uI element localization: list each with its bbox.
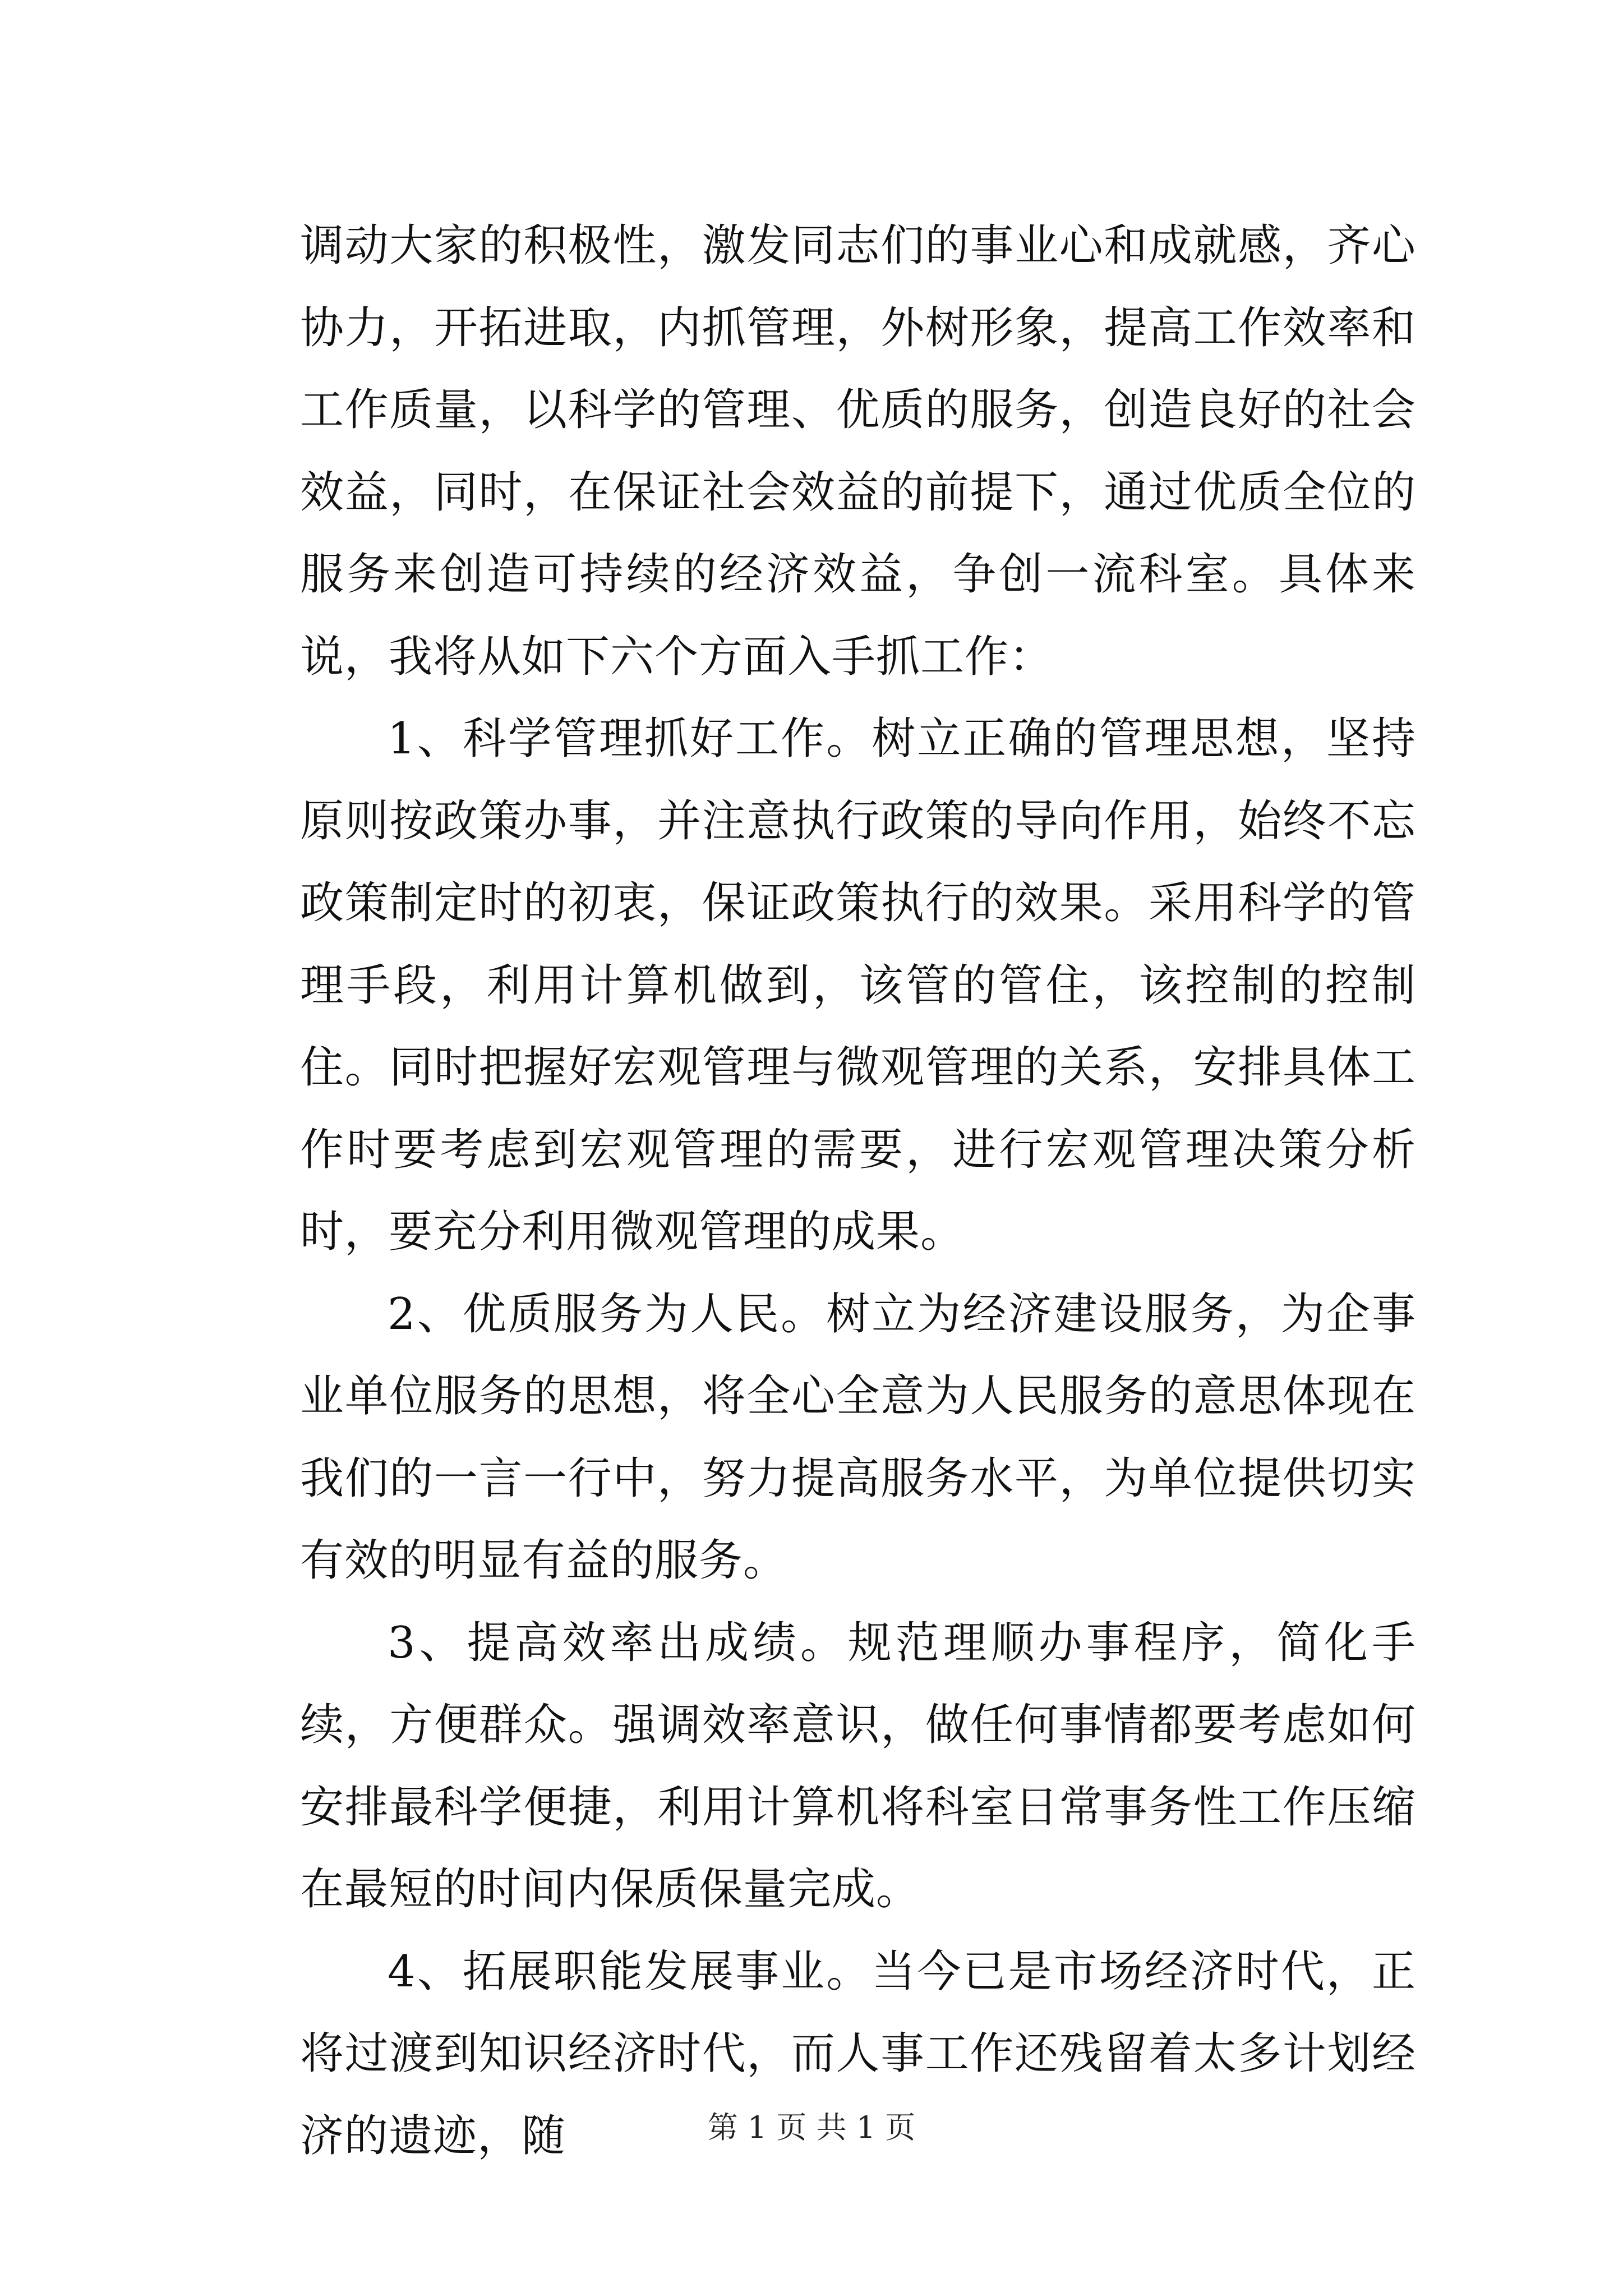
paragraph-item-4: 4、拓展职能发展事业。当今已是市场经济时代，正将过渡到知识经济时代，而人事工作还残留着太多计划经济的遗迹，随 bbox=[300, 1946, 1416, 2161]
document-body bbox=[300, 205, 1416, 2177]
page-footer: 第 1 页 共 1 页 bbox=[707, 2110, 916, 2145]
paragraph-item-2: 2、优质服务为人民。树立为经济建设服务，为企事业单位服务的思想，将全心全意为人民服务的意思体现在我们的一言一行中，努力提高服务水平，为单位提供切实有效的明显有益的服务。 bbox=[300, 1289, 1416, 1586]
paragraph-item-3: 3、提高效率出成绩。规范理顺办事程序，简化手续，方便群众。强调效率意识，做任何事情都要考虑如何安排最科学便捷，利用计算机将科室日常事务性工作压缩在最短的时间内保质保量完成。 bbox=[300, 1617, 1416, 1915]
paragraph-intro: 调动大家的积极性，激发同志们的事业心和成就感，齐心协力，开拓进取，内抓管理，外树形象，提高工作效率和工作质量，以科学的管理、优质的服务，创造良好的社会效益，同时，在保证社会效益的前提下，通过优质全位的服务来创造可持续的经济效益，争创一流科室。具体来说，我将从如下六个方面入手抓工作： bbox=[300, 220, 1416, 682]
paragraph-item-1: 1、科学管理抓好工作。树立正确的管理思想，坚持原则按政策办事，并注意执行政策的导向作用，始终不忘政策制定时的初衷，保证政策执行的效果。采用科学的管理手段，利用计算机做到，该管的管住，该控制的控制住。同时把握好宏观管理与微观管理的关系，安排具体工作时要考虑到宏观管理的需要，进行宏观管理决策分析时，要充分利用微观管理的成果。 bbox=[300, 714, 1416, 1257]
